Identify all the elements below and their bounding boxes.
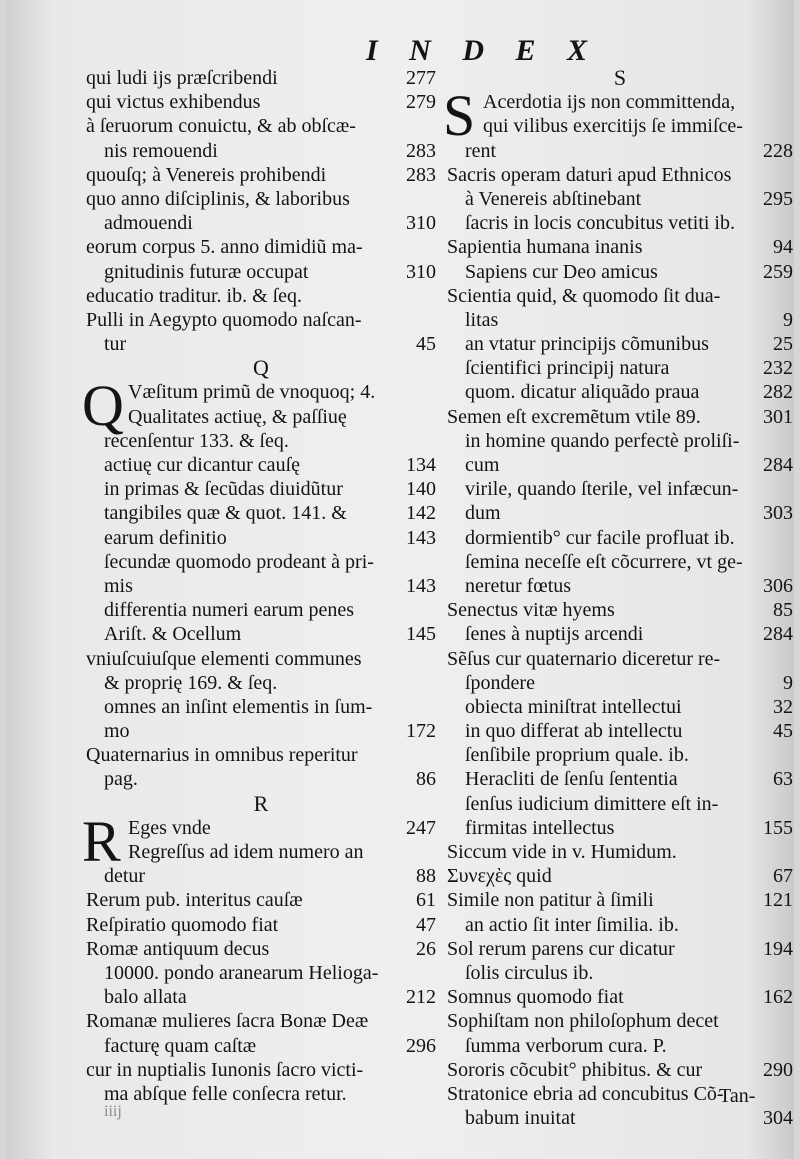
entry-text: Stratonice ebria ad concubitus Cõ- (447, 1082, 724, 1105)
entry-text: Siccum vide in v. Humidum. (447, 841, 677, 863)
section-letter-text: Q (253, 355, 269, 381)
entry-text: Acerdotia ijs non committenda, (483, 91, 736, 114)
page-number: 232 (763, 357, 793, 380)
index-entry (447, 187, 793, 211)
page-number: 162 (763, 986, 793, 1009)
index-entry (447, 526, 793, 550)
index-entry (86, 1082, 436, 1106)
index-entry (447, 647, 793, 671)
section-letter-text: R (253, 790, 269, 816)
entry-text: dormientib° cur facile profluat ib. (465, 526, 735, 549)
entry-text: virile, quando ſterile, vel infæcun- (465, 478, 739, 501)
section-letter (86, 356, 436, 380)
entry-text: admouendi (104, 212, 193, 235)
index-entry (86, 405, 436, 429)
page-number: 88 (416, 865, 436, 888)
index-entry (447, 574, 793, 598)
index-entry (447, 622, 793, 646)
entry-text: Senectus vitæ hyems (447, 599, 615, 622)
index-entry (86, 163, 436, 187)
entry-text: 10000. pondo aranearum Helioga- (104, 961, 379, 984)
page-number: 259 (763, 260, 793, 283)
entry-text: quouſq; à Venereis prohibendi (86, 163, 327, 186)
entry-text: rent (465, 139, 497, 162)
index-entry (447, 356, 793, 380)
page-number: 47 (416, 913, 436, 936)
entry-text: quom. dicatur aliquãdo praua (465, 381, 700, 404)
index-entry (86, 574, 436, 598)
page-number: 25 (773, 333, 793, 356)
index-entry (447, 1058, 793, 1082)
entry-text: recenſentur 133. & ſeq. (104, 429, 289, 452)
entry-text: quo anno diſciplinis, & laboribus (86, 187, 350, 210)
index-entry (447, 743, 793, 767)
entry-text: Somnus quomodo fiat (447, 986, 624, 1009)
entry-text: ſolis circulus ib. (465, 961, 594, 984)
index-entry (86, 187, 436, 211)
section-letter-text: S (613, 65, 627, 90)
page-number: 296 (406, 1034, 436, 1057)
page-number: 134 (406, 454, 436, 476)
entry-text: ſumma verborum cura. P. (465, 1034, 667, 1057)
entry-text: tur (104, 333, 127, 356)
index-entry (447, 380, 793, 404)
index-entry (86, 66, 436, 90)
index-entry (86, 864, 436, 888)
page-number: 61 (416, 889, 436, 912)
entry-text: Romanæ mulieres ſacra Bonæ Deæ (86, 1010, 369, 1033)
index-entry (86, 501, 436, 525)
entry-text: Reſpiratio quomodo fiat (86, 913, 279, 936)
index-entry (86, 622, 436, 646)
entry-text: à Venereis abſtinebant (465, 187, 642, 210)
section-letter (447, 66, 793, 90)
page-number: 45 (773, 720, 793, 743)
entry-text: earum definitio (104, 526, 227, 549)
index-entry (447, 767, 793, 791)
index-entry (447, 888, 793, 912)
index-entry (447, 864, 793, 888)
entry-text: ma abſque felle conſecra retur. (104, 1082, 347, 1105)
page-number: 212 (406, 986, 436, 1009)
entry-text: educatio traditur. ib. & ſeq. (86, 284, 303, 307)
page-number: 228 (763, 139, 793, 162)
entry-text: ſcientifici principij natura (465, 357, 670, 380)
index-entry (447, 114, 793, 138)
index-column-left (82, 66, 436, 1106)
index-entry (86, 1058, 436, 1082)
index-column-right (443, 65, 793, 1130)
index-entry (447, 695, 793, 719)
entry-text: Sacris operam daturi apud Ethnicos (447, 163, 732, 186)
page-number: 304 (763, 1107, 793, 1130)
entry-text: omnes an inſint elementis in ſum- (104, 695, 373, 718)
index-entry (447, 816, 793, 840)
page-number: 143 (406, 526, 436, 549)
entry-text: dum (465, 502, 501, 525)
index-entry (86, 719, 436, 743)
entry-text: neretur fœtus (465, 574, 572, 597)
entry-text: gnitudinis futuræ occupat (104, 260, 309, 283)
index-entry (447, 501, 793, 525)
index-entry (86, 1034, 436, 1058)
index-entry (447, 671, 793, 695)
entry-text: Sol rerum parens cur dicatur (447, 937, 675, 960)
index-entry (86, 767, 436, 791)
entry-text: qui victus exhibendus (86, 91, 261, 114)
entry-text: obiecta miniſtrat intellectui (465, 695, 682, 718)
page-number: 32 (773, 695, 793, 718)
index-entry (447, 719, 793, 743)
entry-text: in primas & ſecũdas diuidũtur (104, 478, 343, 501)
page-number: 310 (406, 212, 436, 235)
index-entry (447, 260, 793, 284)
entry-text: firmitas intellectus (465, 816, 615, 839)
index-entry (86, 453, 436, 477)
index-entry (447, 163, 793, 187)
page-number: 284 (763, 623, 793, 646)
page-number: 142 (406, 502, 436, 525)
index-entry (86, 888, 436, 912)
index-entry (447, 332, 793, 356)
index-entry (86, 598, 436, 622)
entry-text: Pulli in Aegypto quomodo naſcan- (86, 308, 362, 331)
index-entry (86, 235, 436, 259)
page-number: 277 (406, 67, 436, 89)
index-entry (447, 961, 793, 985)
entry-text: ſpondere (465, 671, 535, 694)
page-number: 295 (763, 187, 793, 210)
page-number: 155 (763, 816, 793, 839)
entry-text: Qualitates actiuę, & paſſiuę (128, 405, 347, 428)
page-number: 86 (416, 768, 436, 791)
entry-text: qui vilibus exercitijs ſe immiſce- (483, 115, 743, 138)
page-number: 247 (406, 816, 436, 839)
drop-capital: Q (82, 373, 124, 439)
index-entry (86, 913, 436, 937)
entry-text: Sẽſus cur quaternario diceretur re- (447, 647, 721, 670)
page-number: 94 (773, 236, 793, 259)
page-number: 63 (773, 768, 793, 791)
entry-text: Simile non patitur à ſimili (447, 889, 654, 912)
entry-text: ſemina neceſſe eſt cõcurrere, vt ge- (465, 550, 743, 573)
index-entry (447, 405, 793, 429)
page-number: 172 (406, 720, 436, 743)
entry-text: actiuę cur dicantur cauſę (104, 454, 300, 476)
index-entry (86, 260, 436, 284)
index-entry (447, 792, 793, 816)
entry-text: vniuſcuiuſque elementi communes (86, 647, 362, 670)
drop-capital: R (82, 808, 121, 874)
entry-text: pag. (104, 768, 138, 791)
page-number: 310 (406, 260, 436, 283)
drop-capital: S (443, 83, 476, 149)
entry-text: cum (465, 454, 500, 476)
index-entry (86, 114, 436, 138)
page-number: 290 (763, 1058, 793, 1081)
index-entry (86, 937, 436, 961)
index-entry (447, 284, 793, 308)
entry-text: & proprię 169. & ſeq. (104, 671, 278, 694)
index-entry (447, 139, 793, 163)
entry-text: Ariſt. & Ocellum (104, 623, 242, 646)
page-number: 9 (783, 308, 793, 331)
index-entry (447, 429, 793, 453)
page-number: 26 (416, 937, 436, 960)
entry-text: detur (104, 865, 146, 888)
entry-text: Sapiens cur Deo amicus (465, 260, 658, 283)
index-entry (86, 695, 436, 719)
entry-text: Sororis cõcubit° phibitus. & cur (447, 1058, 703, 1081)
entry-text: Scientia quid, & quomodo ſit dua- (447, 284, 721, 307)
entry-text: Regreſſus ad idem numero an (128, 841, 364, 863)
entry-text: Semen eſt excremẽtum vtile 89. (447, 405, 701, 428)
entry-text: tangibiles quæ & quot. 141. & (104, 502, 347, 525)
page-number: 85 (773, 599, 793, 622)
entry-text: ſecundæ quomodo prodeant à pri- (104, 550, 374, 573)
entry-text: à ſeruorum conuictu, & ab obſcæ- (86, 115, 356, 138)
page-number: 303 (763, 502, 793, 525)
page-number: 306 (763, 574, 793, 597)
catchword: Tan- (719, 1085, 756, 1107)
index-entry (447, 1106, 793, 1130)
page-number: 45 (416, 333, 436, 356)
index-entry (86, 550, 436, 574)
entry-text: cur in nuptialis Iunonis ſacro victi- (86, 1058, 364, 1081)
index-entry (447, 598, 793, 622)
entry-text: ſacris in locis concubitus vetiti ib. (465, 212, 735, 235)
index-entry (86, 90, 436, 114)
index-entry (447, 1009, 793, 1033)
index-entry (86, 308, 436, 332)
entry-text: qui ludi ijs præſcribendi (86, 67, 278, 89)
page-number: 121 (763, 889, 793, 912)
index-entry (86, 1009, 436, 1033)
index-entry (86, 985, 436, 1009)
entry-text: Heracliti de ſenſu ſententia (465, 768, 678, 791)
page-number: 283 (406, 163, 436, 186)
page-number: 279 (406, 91, 436, 114)
entry-text: differentia numeri earum penes (104, 599, 355, 622)
entry-text: Eges vnde (128, 816, 211, 839)
index-entry (86, 477, 436, 501)
entry-text: Quaternarius in omnibus reperitur (86, 744, 358, 767)
index-entry (447, 840, 793, 864)
entry-text: in quo differat ab intellectu (465, 720, 683, 743)
page-number: 67 (773, 865, 793, 888)
page-number: 284 (763, 454, 793, 476)
entry-text: mis (104, 574, 133, 597)
index-entry (86, 526, 436, 550)
entry-text: Συνεχὲς quid (447, 865, 552, 888)
page-number: 143 (406, 574, 436, 597)
entry-text: ſenſus iudicium dimittere eſt in- (465, 792, 719, 815)
page-number: 283 (406, 139, 436, 162)
index-entry (447, 550, 793, 574)
entry-text: Rerum pub. interitus cauſæ (86, 889, 303, 912)
page-number: 282 (763, 381, 793, 404)
page-number: 140 (406, 478, 436, 501)
index-entry (447, 477, 793, 501)
index-entry (86, 211, 436, 235)
entry-text: balo allata (104, 986, 187, 1009)
entry-text: litas (465, 308, 499, 331)
index-entry (86, 332, 436, 356)
index-entry (447, 913, 793, 937)
index-page (6, 0, 794, 1159)
entry-text: facturę quam caſtæ (104, 1034, 257, 1057)
entry-text: Romæ antiquum decus (86, 937, 270, 960)
index-entry (447, 211, 793, 235)
index-entry (447, 453, 793, 477)
entry-text: ſenes à nuptijs arcendi (465, 623, 644, 646)
index-entry (86, 429, 436, 453)
index-entry (86, 961, 436, 985)
entry-text: in homine quando perfectè proliſi- (465, 429, 740, 452)
page-number: 9 (783, 671, 793, 694)
running-head: I N D E X (366, 34, 600, 67)
signature-mark: iiij (104, 1103, 122, 1120)
index-entry (86, 840, 436, 864)
index-entry (86, 284, 436, 308)
index-entry (447, 308, 793, 332)
entry-text: Væſitum primũ de vnoquoq; 4. (128, 381, 376, 404)
entry-text: babum inuitat (465, 1107, 576, 1130)
index-entry (447, 937, 793, 961)
page-number: 145 (406, 623, 436, 646)
index-entry (447, 1034, 793, 1058)
entry-text: an actio ſit inter ſimilia. ib. (465, 913, 679, 936)
entry-text: an vtatur principijs cõmunibus (465, 333, 709, 356)
entry-text: ſenſibile proprium quale. ib. (465, 744, 689, 767)
entry-text: nis remouendi (104, 139, 218, 162)
index-entry (86, 647, 436, 671)
index-entry (86, 743, 436, 767)
index-entry (447, 235, 793, 259)
entry-text: Sophiſtam non philoſophum decet (447, 1010, 719, 1033)
entry-text: eorum corpus 5. anno dimidiũ ma- (86, 236, 363, 259)
index-entry (86, 671, 436, 695)
entry-text: Sapientia humana inanis (447, 236, 643, 259)
page-number: 301 (763, 405, 793, 428)
index-entry (86, 139, 436, 163)
page-number: 194 (763, 937, 793, 960)
entry-text: mo (104, 720, 130, 743)
index-entry (447, 985, 793, 1009)
section-letter (86, 792, 436, 816)
